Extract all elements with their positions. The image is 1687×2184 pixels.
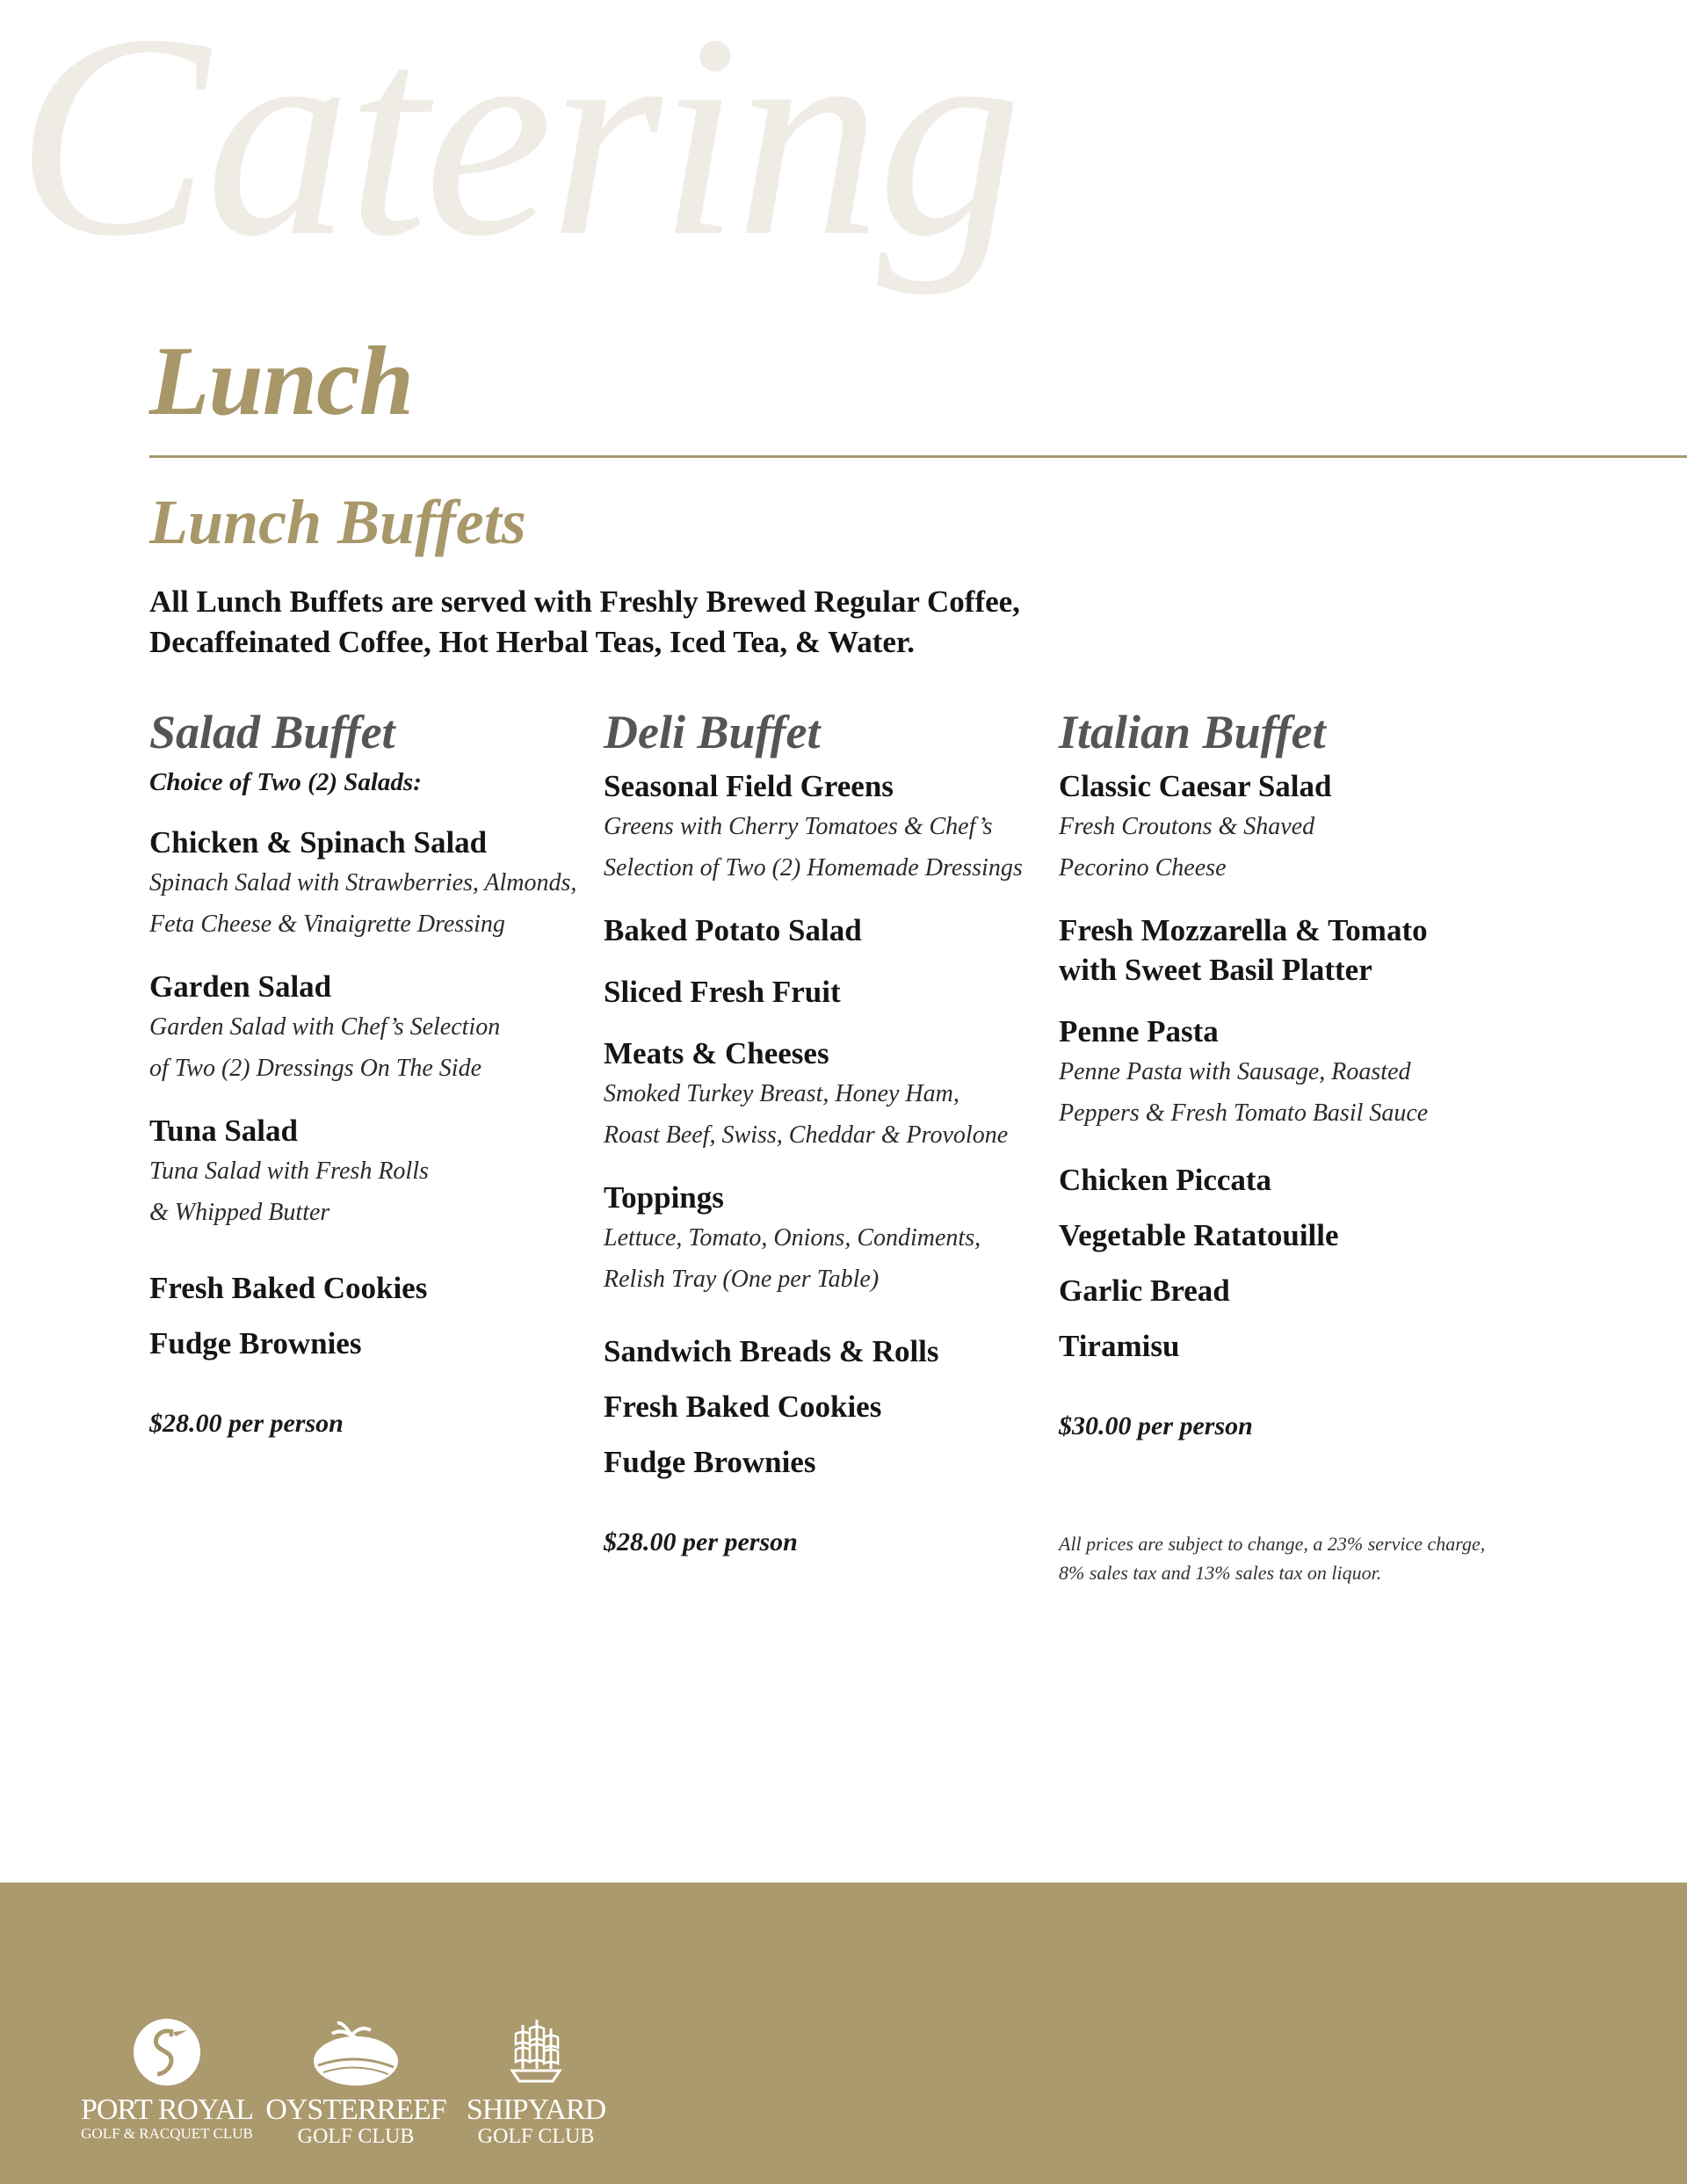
item-name: Seasonal Field Greens <box>604 769 894 803</box>
menu-item <box>604 911 1052 950</box>
item-description: Penne Pasta with Sausage, Roasted <box>1059 1058 1411 1085</box>
palm-island-icon <box>308 2013 404 2092</box>
item-description: & Whipped Butter <box>149 1199 330 1226</box>
item-name: Garlic Bread <box>1059 1273 1230 1308</box>
menu-item <box>149 1324 597 1363</box>
menu-item <box>604 1331 1052 1371</box>
heron-icon <box>127 2013 206 2092</box>
logo-name: OYSTERREEF <box>265 2093 446 2126</box>
item-name: Vegetable Ratatouille <box>1059 1218 1339 1252</box>
item-description: Lettuce, Tomato, Onions, Condiments, <box>604 1224 981 1252</box>
item-name: Garden Salad <box>149 969 332 1004</box>
item-description: Roast Beef, Swiss, Cheddar & Provolone <box>604 1121 1009 1149</box>
item-name: Toppings <box>604 1180 724 1215</box>
intro-line: All Lunch Buffets are served with Freshly Brewed Regular Coffee, <box>149 584 1020 619</box>
menu-item <box>1059 911 1507 990</box>
menu-item <box>1059 766 1507 889</box>
salad-buffet-column <box>149 703 597 1440</box>
menu-item <box>1059 1326 1507 1366</box>
deli-buffet-title: Deli Buffet <box>604 706 821 758</box>
intro-text <box>149 582 1204 663</box>
item-description: Greens with Cherry Tomatoes & Chef’s <box>604 813 993 840</box>
menu-item <box>604 972 1052 1012</box>
item-name: Penne Pasta <box>1059 1014 1219 1048</box>
deli-buffet-column <box>604 703 1052 1559</box>
menu-item <box>604 1178 1052 1300</box>
pricing-footnote <box>1059 1529 1551 1587</box>
italian-buffet-price: $30.00 per person <box>1059 1411 1253 1440</box>
item-name: Tuna Salad <box>149 1114 298 1148</box>
footer-band <box>0 1883 1687 2184</box>
item-description: of Two (2) Dressings On The Side <box>149 1055 481 1082</box>
deli-buffet-price: $28.00 per person <box>604 1527 798 1556</box>
item-description: Selection of Two (2) Homemade Dressings <box>604 854 1023 882</box>
menu-item <box>1059 1271 1507 1310</box>
item-name: Tiramisu <box>1059 1329 1180 1363</box>
item-name: Fresh Baked Cookies <box>149 1271 428 1305</box>
item-name: Chicken & Spinach Salad <box>149 825 488 860</box>
item-name: Fudge Brownies <box>149 1326 362 1360</box>
catering-watermark: Catering <box>16 0 1019 296</box>
item-name: Sliced Fresh Fruit <box>604 975 841 1009</box>
page-title: Lunch <box>149 327 413 436</box>
menu-item <box>149 823 597 945</box>
item-name: Fudge Brownies <box>604 1445 816 1479</box>
item-description: Smoked Turkey Breast, Honey Ham, <box>604 1080 959 1107</box>
item-description: Peppers & Fresh Tomato Basil Sauce <box>1059 1099 1429 1127</box>
menu-item <box>1059 1012 1507 1134</box>
port-royal-logo <box>70 2013 264 2143</box>
menu-item <box>604 1442 1052 1482</box>
italian-buffet-title: Italian Buffet <box>1059 706 1326 758</box>
menu-item <box>604 1034 1052 1156</box>
intro-line: Decaffeinated Coffee, Hot Herbal Teas, Iced Tea, & Water. <box>149 625 916 659</box>
menu-item <box>149 1111 597 1233</box>
item-name: Meats & Cheeses <box>604 1036 829 1070</box>
salad-choice-note: Choice of Two (2) Salads: <box>149 768 422 796</box>
item-description: Spinach Salad with Strawberries, Almonds, <box>149 869 577 896</box>
section-title: Lunch Buffets <box>149 487 526 557</box>
item-description: Garden Salad with Chef’s Selection <box>149 1013 501 1041</box>
oyster-reef-logo <box>259 2013 453 2148</box>
title-divider <box>149 455 1687 458</box>
shipyard-logo <box>439 2013 633 2148</box>
item-name: with Sweet Basil Platter <box>1059 953 1372 987</box>
footnote-line: All prices are subject to change, a 23% service charge, <box>1059 1533 1486 1555</box>
logo-name: SHIPYARD <box>466 2093 606 2126</box>
salad-buffet-title: Salad Buffet <box>149 706 395 758</box>
menu-item <box>604 1387 1052 1426</box>
logo-subtitle: GOLF CLUB <box>477 2125 595 2148</box>
menu-item <box>149 967 597 1089</box>
item-name: Fresh Mozzarella & Tomato <box>1059 913 1428 947</box>
item-name: Classic Caesar Salad <box>1059 769 1332 803</box>
item-description: Relish Tray (One per Table) <box>604 1266 880 1293</box>
item-name: Chicken Piccata <box>1059 1163 1272 1197</box>
logo-subtitle: GOLF & RACQUET CLUB <box>81 2125 253 2142</box>
logo-name: PORT ROYAL <box>80 2093 254 2126</box>
menu-item <box>604 766 1052 889</box>
item-description: Fresh Croutons & Shaved <box>1059 813 1315 840</box>
salad-buffet-price: $28.00 per person <box>149 1409 344 1438</box>
item-description: Pecorino Cheese <box>1059 854 1227 882</box>
italian-buffet-column <box>1059 703 1507 1443</box>
menu-item <box>1059 1160 1507 1200</box>
menu-item <box>149 1268 597 1308</box>
logo-subtitle: GOLF CLUB <box>297 2125 415 2148</box>
menu-item <box>1059 1215 1507 1255</box>
item-description: Feta Cheese & Vinaigrette Dressing <box>149 911 505 938</box>
item-name: Baked Potato Salad <box>604 913 862 947</box>
footnote-line: 8% sales tax and 13% sales tax on liquor. <box>1059 1562 1382 1584</box>
item-description: Tuna Salad with Fresh Rolls <box>149 1157 429 1185</box>
ship-icon <box>496 2013 576 2092</box>
item-name: Fresh Baked Cookies <box>604 1389 882 1424</box>
item-name: Sandwich Breads & Rolls <box>604 1334 939 1368</box>
